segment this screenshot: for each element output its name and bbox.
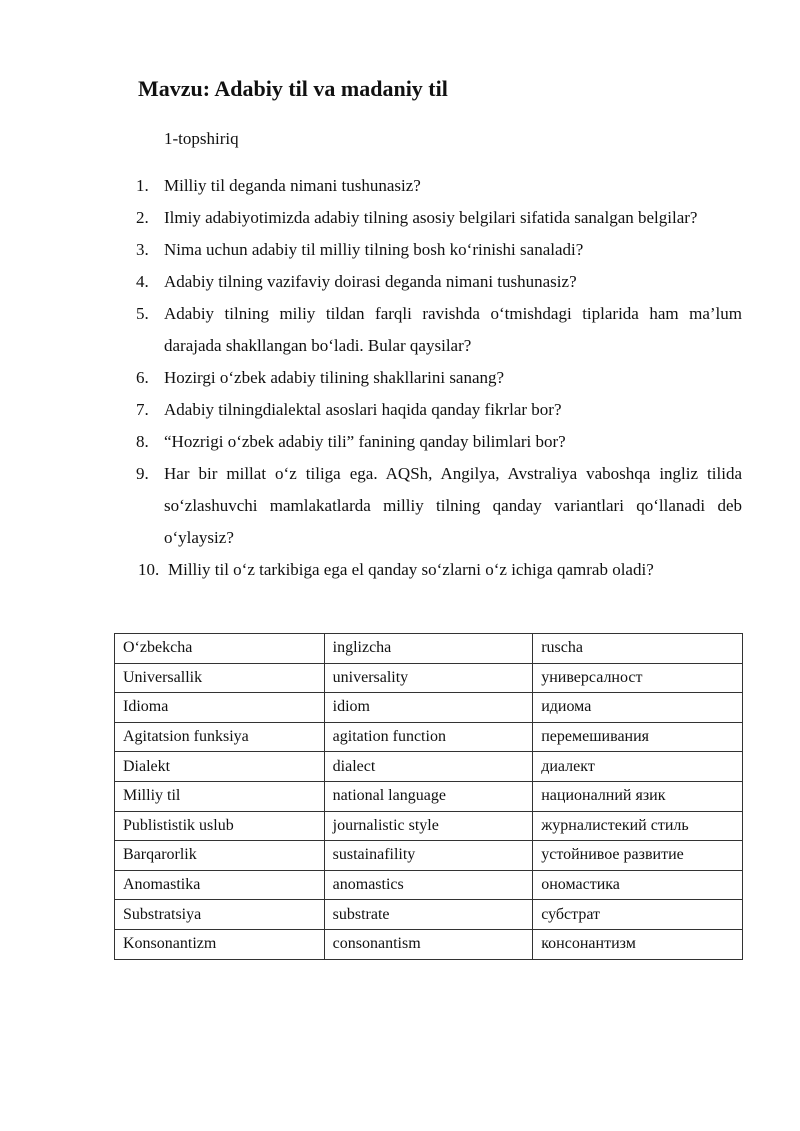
table-row — [115, 781, 743, 811]
question-number: 9. — [136, 464, 149, 483]
table-cell: national language — [324, 781, 533, 811]
table-row — [115, 811, 743, 841]
table-cell: anomastics — [324, 870, 533, 900]
table-cell: ономастика — [533, 870, 743, 900]
question-item — [0, 394, 800, 426]
table-cell: универсалност — [533, 663, 743, 693]
question-text: Milliy til o‘z tarkibiga ega el qanday so‘zlarni o‘z ichiga qamrab oladi? — [168, 560, 654, 579]
question-item — [0, 458, 800, 554]
question-item — [0, 362, 800, 394]
question-item — [0, 234, 800, 266]
question-number: 8. — [136, 432, 149, 451]
question-item — [0, 298, 800, 362]
table-row — [115, 900, 743, 930]
table-cell: consonantism — [324, 929, 533, 959]
table-cell: субстрат — [533, 900, 743, 930]
table-header-row — [115, 634, 743, 664]
table-row — [115, 870, 743, 900]
table-cell: журналистекий стиль — [533, 811, 743, 841]
table-cell: Konsonantizm — [115, 929, 325, 959]
question-text: Adabiy tilning vazifaviy doirasi deganda nimani tushunasiz? — [164, 272, 577, 291]
question-list — [0, 170, 800, 586]
table-cell: substrate — [324, 900, 533, 930]
question-number: 4. — [136, 272, 149, 291]
task-label: 1-topshiriq — [164, 129, 239, 148]
table-cell: диалект — [533, 752, 743, 782]
table-row — [115, 752, 743, 782]
column-header: O‘zbekcha — [115, 634, 325, 664]
table-row — [115, 693, 743, 723]
table-cell: Milliy til — [115, 781, 325, 811]
question-text: Nima uchun adabiy til milliy tilning bosh ko‘rinishi sanaladi? — [164, 240, 584, 259]
question-text: “Hozrigi o‘zbek adabiy tili” fanining qanday bilimlari bor? — [164, 432, 566, 451]
table-row — [115, 722, 743, 752]
table-cell: sustainafility — [324, 841, 533, 871]
table-cell: устойнивое развитие — [533, 841, 743, 871]
table-cell: journalistic style — [324, 811, 533, 841]
table-cell: Dialekt — [115, 752, 325, 782]
table-cell: Substratsiya — [115, 900, 325, 930]
question-number: 2. — [136, 208, 149, 227]
table-row — [115, 841, 743, 871]
question-item — [0, 426, 800, 458]
page-title: Mavzu: Adabiy til va madaniy til — [138, 76, 448, 101]
column-header: ruscha — [533, 634, 743, 664]
question-number: 3. — [136, 240, 149, 259]
question-number: 5. — [136, 304, 149, 323]
question-number: 7. — [136, 400, 149, 419]
question-number: 10. — [138, 560, 160, 579]
question-text: Ilmiy adabiyotimizda adabiy tilning asosiy belgilari sifatida sanalgan belgilar? — [164, 208, 698, 227]
table-cell: Universallik — [115, 663, 325, 693]
question-text: Har bir millat o‘z tiliga ega. AQSh, Angilya, Avstraliya vaboshqa ingliz tilida so‘zlashuvchi mamlakatlarda milliy tilning qanday variantlari qo‘llanadi deb o‘ylaysiz? — [164, 464, 742, 547]
table-cell: консонантизм — [533, 929, 743, 959]
table-cell: идиома — [533, 693, 743, 723]
question-item — [0, 202, 800, 234]
question-number: 1. — [136, 176, 149, 195]
question-number: 6. — [136, 368, 149, 387]
question-text: Adabiy tilning miliy tildan farqli ravishda o‘tmishdagi tiplarida ham ma’lum darajada shakllangan bo‘ladi. Bular qaysilar? — [164, 304, 742, 355]
table-cell: Idioma — [115, 693, 325, 723]
table-cell: idiom — [324, 693, 533, 723]
table-cell: Agitatsion funksiya — [115, 722, 325, 752]
table-cell: dialect — [324, 752, 533, 782]
table-cell: Barqarorlik — [115, 841, 325, 871]
question-text: Hozirgi o‘zbek adabiy tilining shakllarini sanang? — [164, 368, 505, 387]
table-cell: националний язик — [533, 781, 743, 811]
table-cell: Publististik uslub — [115, 811, 325, 841]
question-item — [0, 554, 800, 586]
table-cell: universality — [324, 663, 533, 693]
table-cell: перемешивания — [533, 722, 743, 752]
terms-table — [114, 633, 743, 960]
table-row — [115, 663, 743, 693]
table-cell: agitation function — [324, 722, 533, 752]
table-cell: Anomastika — [115, 870, 325, 900]
question-item — [0, 170, 800, 202]
question-item — [0, 266, 800, 298]
column-header: inglizcha — [324, 634, 533, 664]
question-text: Adabiy tilningdialektal asoslari haqida qanday fikrlar bor? — [164, 400, 562, 419]
table-row — [115, 929, 743, 959]
question-text: Milliy til deganda nimani tushunasiz? — [164, 176, 421, 195]
